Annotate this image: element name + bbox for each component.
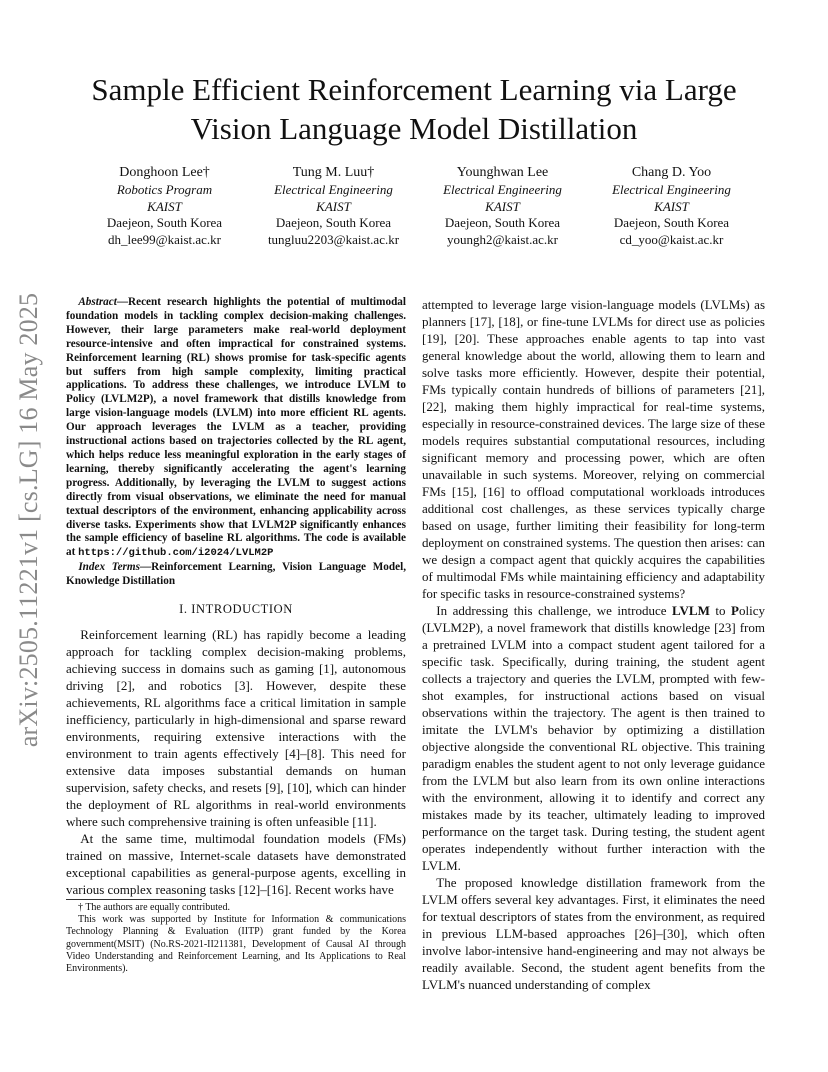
author-institution: KAIST: [316, 198, 351, 214]
arxiv-identifier-text: arXiv:2505.11221v1 [cs.LG] 16 May 2025: [14, 292, 44, 748]
author-location: Daejeon, South Korea: [275, 215, 392, 230]
text-run: olicy (LVLM2P), a novel framework that distills knowledge [23] from a pretrained LVLM into a compact student agent tailored for a specific task. Specifically, during training, the student agent collects a trajectory and queries the LVLM, prompted with few-shot examples, for instructional actions based on visual observations within the trajectory. The agent is then trained to imitate the LVLM's behavior by optimizing a distillation objective alongside the conventional RL objective. This training paradigm enables the student agent to not only leverage guidance from the LVLM but also learn from its own online interactions with the environment, allowing it to identify and correct any mistakes made by its teacher, ultimately leading to improved performance on the target task. During testing, the student agent operates independently without further interaction with the LVLM.: [422, 603, 765, 873]
footnotes: [66, 902, 406, 975]
author-department: Electrical Engineering: [443, 182, 562, 197]
author-name: Donghoon Lee†: [119, 165, 210, 180]
author-email: youngh2@kaist.ac.kr: [447, 231, 558, 247]
author-institution: KAIST: [485, 198, 520, 214]
author-institution: KAIST: [654, 198, 689, 214]
author-department: Electrical Engineering: [274, 182, 393, 197]
body-paragraph: attempted to leverage large vision-language models (LVLMs) as planners [17], [18], or fine-tune LVLMs for direct use as policies [19], [20]. These approaches enable agents to tap into vast general knowledge about the world, allowing them to learn and solve tasks more efficiently. However, despite their potential, FMs typically contain hundreds of billions of parameters [21], [22], making them highly impractical for real-time systems, especially in resource-constrained devices. The large size of these models requires substantial computational resources, including significant memory and processing power, which are often unavailable in such systems. Moreover, relying on commercial FMs [15], [16] to offload computational workloads introduces additional cost challenges, as these services typically charge based on usage, further limiting their feasibility for long-term deployment on constrained systems. The question then arises: can we design a compact agent that quickly acquires the capabilities of multimodal FMs while maintaining efficiency and adaptability for specific tasks in resource-constrained systems?: [422, 297, 765, 601]
index-terms: [66, 561, 406, 589]
author-department: Electrical Engineering: [612, 182, 731, 197]
right-column: [422, 296, 765, 993]
author-email: cd_yoo@kaist.ac.kr: [619, 231, 724, 247]
body-paragraph: [422, 602, 765, 874]
index-terms-label: Index Terms: [78, 561, 140, 574]
author-block: [80, 164, 756, 248]
text-run: to: [709, 603, 732, 618]
left-column: [66, 296, 406, 898]
author-department: Robotics Program: [116, 182, 213, 197]
arxiv-identifier: [6, 280, 52, 760]
author-location: Daejeon, South Korea: [106, 215, 223, 230]
bold-text: LVLM: [672, 603, 710, 618]
author-institution: KAIST: [147, 198, 182, 214]
body-paragraph: The proposed knowledge distillation framework from the LVLM offers several key advantages. First, it eliminates the need for textual descriptors of states from the environment, as required in previous LLM-based approaches [26]–[30], which often involve labor-intensive hand-engineering and may not always be readily available. Second, the student agent benefits from the LVLM's nuanced understanding of complex: [422, 875, 765, 992]
code-url: https://github.com/i2024/LVLM2P: [78, 547, 274, 560]
text-run: In addressing this challenge, we introduce: [436, 603, 673, 618]
author-3: [418, 164, 587, 248]
footnote: This work was supported by Institute for Information & communications Technology Planning & Evaluation (IITP) grant funded by the Korea government(MSIT) (No.RS-2021-II211381, Development of Causal AI through Video Understanding and Reinforcement Learning, and Its Applications to Real Environments).: [66, 914, 406, 975]
intro-paragraph: Reinforcement learning (RL) has rapidly become a leading approach for tackling complex decision-making problems, achieving success in domains such as gaming [1], autonomous driving [2], and robotics [3]. However, despite these achievements, RL algorithms face a critical limitation in sample inefficiency, particularly in high-dimensional and sparse reward environments, requiring extensive interactions with the environment to train agents effectively [4]–[8]. This need for extensive data imposes substantial demands on human supervision, safety checks, and resets [9], [10], which can hinder the deployment of RL algorithms in real-world environments where such comprehensive training is often unfeasible [11].: [66, 627, 406, 830]
intro-paragraph: At the same time, multimodal foundation models (FMs) trained on massive, Internet-scale datasets have demonstrated exceptional capabilities as general-purpose agents, excelling in various complex reasoning tasks [12]–[16]. Recent works have: [66, 831, 406, 898]
author-1: [80, 164, 249, 248]
author-2: [249, 164, 418, 248]
author-email: dh_lee99@kaist.ac.kr: [107, 231, 222, 247]
author-location: Daejeon, South Korea: [613, 215, 730, 230]
abstract-label: Abstract: [78, 296, 117, 308]
index-terms-text: —Reinforcement Learning, Vision Language Model, Knowledge Distillation: [66, 561, 406, 588]
author-name: Tung M. Luu†: [292, 165, 375, 180]
author-4: [587, 164, 756, 248]
author-email: tungluu2203@kaist.ac.kr: [267, 231, 400, 247]
bold-text: P: [731, 603, 739, 618]
author-location: Daejeon, South Korea: [444, 215, 561, 230]
abstract: [66, 296, 406, 561]
author-name: Chang D. Yoo: [631, 165, 712, 180]
footnote: † The authors are equally contributed.: [78, 902, 230, 913]
abstract-text: —Recent research highlights the potential of multimodal foundation models in tackling complex decision-making challenges. However, their large parameters make real-world deployment resource-intensive and often impractical for constrained systems. Reinforcement learning (RL) shows promise for task-specific agents but suffers from high sample complexity, limiting practical applications. To address these challenges, we introduce LVLM to Policy (LVLM2P), a novel framework that distills knowledge from large vision-language models (LVLM) into more efficient RL agents. Our approach leverages the LVLM as a teacher, providing instructional actions based on trajectories collected by the RL agent, which helps reduce less meaningful exploration in the early stages of learning, thereby significantly accelerating the agent's learning progress. Additionally, by leveraging the LVLM to suggest actions directly from visual observations, we eliminate the need for manual textual descriptors of the environment, enhancing applicability across diverse tasks. Experiments show that LVLM2P significantly enhances the sample efficiency of baseline RL algorithms. The code is available at: [66, 296, 406, 559]
paper-title: Sample Efficient Reinforcement Learning via Large Vision Language Model Distillation: [91, 72, 737, 146]
author-name: Younghwan Lee: [456, 165, 549, 180]
footnote-rule: [66, 899, 202, 900]
section-heading-introduction: I. INTRODUCTION: [179, 602, 293, 617]
